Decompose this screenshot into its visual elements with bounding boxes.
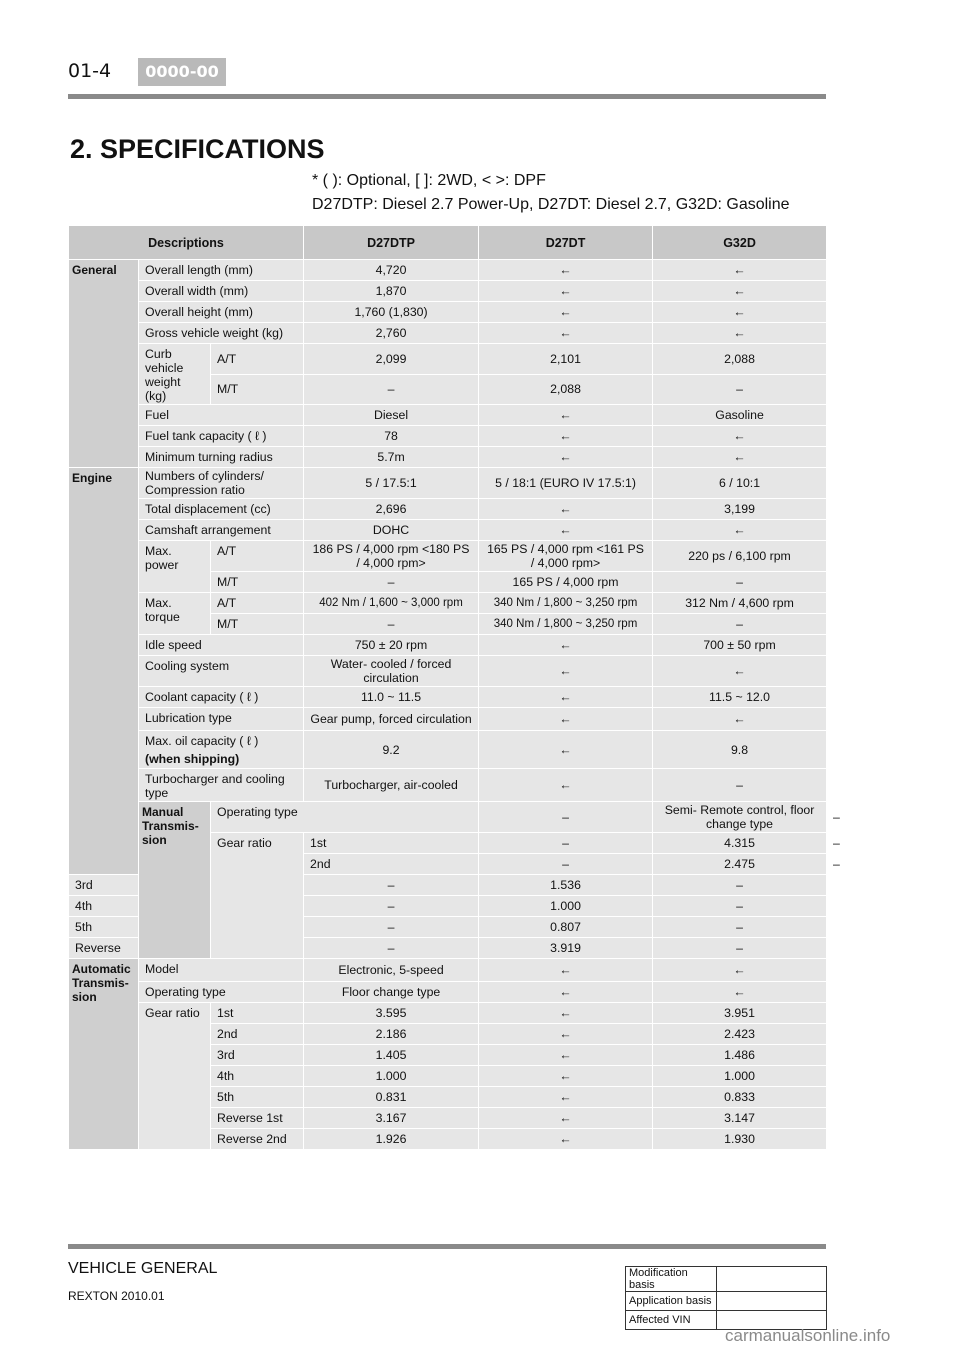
spec-value: 312 Nm / 4,600 rpm	[653, 593, 827, 614]
spec-value: 186 PS / 4,000 rpm <180 PS / 4,000 rpm>	[304, 541, 479, 572]
spec-value: 165 PS / 4,000 rpm	[479, 572, 653, 593]
spec-value: ←	[479, 1108, 653, 1129]
page-title: 2. SPECIFICATIONS	[70, 134, 325, 164]
spec-value: 3.147	[653, 1108, 827, 1129]
spec-value: –	[479, 833, 653, 854]
spec-value: ←	[479, 635, 653, 656]
spec-value: 4,720	[304, 260, 479, 281]
table-row	[69, 520, 827, 541]
spec-value: ←	[479, 982, 653, 1003]
spec-value: Semi- Remote control, floor change type	[653, 802, 827, 833]
spec-value: 9.2	[304, 731, 479, 769]
table-row	[69, 593, 827, 614]
spec-value: –	[479, 802, 653, 833]
model-edition: REXTON 2010.01	[68, 1289, 165, 1303]
spec-value: ←	[479, 447, 653, 468]
legend-note: * ( ): Optional, [ ]: 2WD, < >: DPF	[312, 172, 546, 189]
table-row	[69, 344, 827, 375]
spec-value: ←	[653, 281, 827, 302]
footer-rule	[68, 1244, 826, 1249]
spec-label: Gross vehicle weight (kg)	[139, 323, 304, 344]
spec-value: ←	[653, 520, 827, 541]
table-row	[69, 281, 827, 302]
spec-value: 340 Nm / 1,800 ~ 3,250 rpm	[479, 614, 653, 635]
spec-value: ←	[653, 982, 827, 1003]
spec-value: 1.000	[653, 1066, 827, 1087]
spec-value: 1.000	[304, 1066, 479, 1087]
gear-label: 1st	[211, 1003, 304, 1024]
spec-value: ←	[653, 959, 827, 982]
gear-label: 3rd	[211, 1045, 304, 1066]
column-header: Descriptions	[69, 226, 304, 260]
spec-sublabel: M/T	[211, 572, 304, 593]
spec-value: 2.475	[653, 854, 827, 875]
spec-value: ←	[653, 708, 827, 731]
spec-label: Camshaft arrangement	[139, 520, 304, 541]
spec-value: 1.486	[653, 1045, 827, 1066]
spec-value: 2,088	[653, 344, 827, 375]
spec-value: 340 Nm / 1,800 ~ 3,250 rpm	[479, 593, 653, 614]
spec-label: Model	[139, 959, 304, 982]
table-row	[69, 499, 827, 520]
spec-value: ←	[479, 656, 653, 687]
gear-label: Reverse	[69, 938, 139, 959]
header-rule	[68, 94, 826, 99]
spec-value: 4.315	[653, 833, 827, 854]
spec-value: –	[653, 896, 827, 917]
spec-value: 1,760 (1,830)	[304, 302, 479, 323]
spec-value: DOHC	[304, 520, 479, 541]
spec-value: 5 / 17.5:1	[304, 468, 479, 499]
spec-value: 3.919	[479, 938, 653, 959]
spec-value: ←	[479, 687, 653, 708]
spec-sublabel: M/T	[211, 374, 304, 405]
basis-value	[717, 1267, 827, 1292]
gear-label: 4th	[211, 1066, 304, 1087]
spec-value: –	[653, 875, 827, 896]
spec-value: ←	[479, 323, 653, 344]
spec-value: 2,099	[304, 344, 479, 375]
spec-sublabel: A/T	[211, 344, 304, 375]
spec-value: ←	[479, 302, 653, 323]
spec-value: –	[653, 614, 827, 635]
gear-label: 1st	[304, 833, 479, 854]
table-row	[69, 405, 827, 426]
spec-value: 2,760	[304, 323, 479, 344]
gear-label: Reverse 2nd	[211, 1129, 304, 1150]
spec-label: Overall length (mm)	[139, 260, 304, 281]
section-name: VEHICLE GENERAL	[68, 1260, 218, 1277]
spec-value: Electronic, 5-speed	[304, 959, 479, 982]
table-row	[69, 447, 827, 468]
gear-label: 5th	[69, 917, 139, 938]
spec-sublabel: A/T	[211, 593, 304, 614]
table-row	[69, 656, 827, 687]
spec-label: Total displacement (cc)	[139, 499, 304, 520]
spec-label: Max. torque	[139, 593, 211, 635]
spec-value: 3.167	[304, 1108, 479, 1129]
spec-value: 5.7m	[304, 447, 479, 468]
spec-value: 1.536	[479, 875, 653, 896]
spec-value: 78	[304, 426, 479, 447]
spec-value: 0.807	[479, 917, 653, 938]
group-general: General	[69, 260, 139, 468]
spec-value: 1.000	[479, 896, 653, 917]
spec-value: ←	[479, 1024, 653, 1045]
spec-value: –	[479, 854, 653, 875]
spec-label: Operating type	[211, 802, 479, 833]
spec-value: ←	[479, 1087, 653, 1108]
spec-label: Idle speed	[139, 635, 304, 656]
spec-value: –	[653, 938, 827, 959]
spec-value: 220 ps / 6,100 rpm	[653, 541, 827, 572]
spec-value: ←	[479, 405, 653, 426]
table-row	[69, 959, 827, 982]
spec-label: Fuel	[139, 405, 304, 426]
spec-value: Turbocharger, air-cooled	[304, 769, 479, 802]
spec-value: 2,696	[304, 499, 479, 520]
spec-value: ←	[479, 1045, 653, 1066]
basis-value	[717, 1292, 827, 1311]
table-row	[69, 731, 827, 769]
group-engine: Engine	[69, 468, 139, 875]
table-row	[69, 687, 827, 708]
spec-value: –	[304, 614, 479, 635]
spec-value: 2,088	[479, 374, 653, 405]
spec-value: ←	[653, 656, 827, 687]
spec-value: ←	[653, 302, 827, 323]
spec-value: ←	[479, 731, 653, 769]
table-row: Gear ratio 1st – 4.315 –	[69, 833, 827, 854]
table-row	[69, 302, 827, 323]
column-header: G32D	[653, 226, 827, 260]
basis-label: Affected VIN	[626, 1311, 717, 1330]
spec-sublabel: M/T	[211, 614, 304, 635]
engine-abbreviation-note: D27DTP: Diesel 2.7 Power-Up, D27DT: Diesel 2.7, G32D: Gasoline	[312, 196, 790, 213]
spec-value: 2,101	[479, 344, 653, 375]
spec-label: Max. power	[139, 541, 211, 593]
spec-value: 0.831	[304, 1087, 479, 1108]
spec-label: Minimum turning radius	[139, 447, 304, 468]
spec-value: 2.186	[304, 1024, 479, 1045]
table-row	[69, 426, 827, 447]
spec-label: Overall height (mm)	[139, 302, 304, 323]
spec-label: Cooling system	[139, 656, 304, 687]
table-row: 2nd – 2.475 –	[69, 854, 827, 875]
spec-value: ←	[653, 323, 827, 344]
table-row: Manual Transmis-sion Operating type – Semi- Remote control, floor change type –	[69, 802, 827, 833]
spec-value: ←	[479, 260, 653, 281]
spec-value: 0.833	[653, 1087, 827, 1108]
page-number: 01-4	[68, 60, 112, 82]
spec-value: 402 Nm / 1,600 ~ 3,000 rpm	[304, 593, 479, 614]
spec-value: ←	[479, 769, 653, 802]
table-row	[69, 1003, 827, 1024]
spec-label	[139, 731, 304, 769]
spec-value: Gasoline	[653, 405, 827, 426]
gear-label: 5th	[211, 1087, 304, 1108]
spec-value: –	[304, 572, 479, 593]
gear-label: Reverse 1st	[211, 1108, 304, 1129]
group-automatic-transmission: Automatic Transmis-sion	[69, 959, 139, 1150]
spec-value: ←	[479, 281, 653, 302]
watermark: carmanualsonline.info	[725, 1326, 891, 1345]
spec-value: 2.423	[653, 1024, 827, 1045]
spec-value: 6 / 10:1	[653, 468, 827, 499]
spec-value: 3.595	[304, 1003, 479, 1024]
oil-capacity-sublabel: (when shipping)	[145, 751, 240, 766]
section-code-badge: 0000-00	[138, 58, 226, 86]
spec-value: Diesel	[304, 405, 479, 426]
spec-value: 700 ± 50 rpm	[653, 635, 827, 656]
table-header-row	[69, 226, 827, 260]
spec-value: –	[304, 875, 479, 896]
spec-label: Gear ratio	[139, 1003, 211, 1150]
table-row	[69, 635, 827, 656]
table-row	[626, 1267, 827, 1292]
spec-value: ←	[479, 959, 653, 982]
spec-value: 165 PS / 4,000 rpm <161 PS / 4,000 rpm>	[479, 541, 653, 572]
revision-basis-table	[625, 1266, 827, 1330]
spec-value: –	[304, 938, 479, 959]
table-row	[626, 1292, 827, 1311]
column-header: D27DTP	[304, 226, 479, 260]
spec-label: Turbocharger and cooling type	[139, 769, 304, 802]
spec-value: 11.5 ~ 12.0	[653, 687, 827, 708]
spec-label: Overall width (mm)	[139, 281, 304, 302]
spec-value: ←	[653, 426, 827, 447]
spec-sublabel: A/T	[211, 541, 304, 572]
table-row	[69, 260, 827, 281]
table-row	[69, 468, 827, 499]
spec-value: 11.0 ~ 11.5	[304, 687, 479, 708]
spec-value: 9.8	[653, 731, 827, 769]
table-row	[69, 541, 827, 572]
spec-value: –	[653, 917, 827, 938]
table-row	[69, 769, 827, 802]
oil-capacity-label: Max. oil capacity ( ℓ )	[145, 733, 259, 748]
column-header: D27DT	[479, 226, 653, 260]
spec-value: ←	[653, 447, 827, 468]
spec-label: Lubrication type	[139, 708, 304, 731]
spec-label: Gear ratio	[211, 833, 304, 959]
spec-value: 1.930	[653, 1129, 827, 1150]
spec-label: Operating type	[139, 982, 304, 1003]
spec-value: 750 ± 20 rpm	[304, 635, 479, 656]
spec-value: 3,199	[653, 499, 827, 520]
spec-value: 1.405	[304, 1045, 479, 1066]
gear-label: 2nd	[211, 1024, 304, 1045]
table-row	[69, 708, 827, 731]
spec-value: ←	[479, 1129, 653, 1150]
spec-value: –	[653, 374, 827, 405]
spec-value: 5 / 18:1 (EURO IV 17.5:1)	[479, 468, 653, 499]
spec-value: ←	[479, 708, 653, 731]
spec-label: Fuel tank capacity ( ℓ )	[139, 426, 304, 447]
gear-label: 3rd	[69, 875, 139, 896]
spec-value: 3.951	[653, 1003, 827, 1024]
spec-value: 1.926	[304, 1129, 479, 1150]
spec-value: ←	[479, 520, 653, 541]
spec-value: –	[653, 769, 827, 802]
spec-label: Numbers of cylinders/ Compression ratio	[139, 468, 304, 499]
basis-label: Application basis	[626, 1292, 717, 1311]
spec-value: –	[304, 917, 479, 938]
spec-value: –	[304, 896, 479, 917]
spec-label: Coolant capacity ( ℓ )	[139, 687, 304, 708]
table-row	[69, 323, 827, 344]
gear-label: 4th	[69, 896, 139, 917]
basis-label: Modification basis	[626, 1267, 717, 1292]
spec-value: 1,870	[304, 281, 479, 302]
spec-value: ←	[479, 1066, 653, 1087]
group-manual-transmission: Manual Transmis-sion	[139, 802, 211, 959]
table-row	[69, 982, 827, 1003]
spec-value: ←	[479, 499, 653, 520]
spec-value: ←	[479, 1003, 653, 1024]
specifications-table	[68, 225, 840, 1150]
spec-value: –	[653, 572, 827, 593]
spec-value: Gear pump, forced circulation	[304, 708, 479, 731]
spec-value: –	[304, 374, 479, 405]
spec-value: Floor change type	[304, 982, 479, 1003]
spec-value: ←	[479, 426, 653, 447]
spec-label: Curb vehicle weight (kg)	[139, 344, 211, 405]
gear-label: 2nd	[304, 854, 479, 875]
spec-value: ←	[653, 260, 827, 281]
spec-value: Water- cooled / forced circulation	[304, 656, 479, 687]
